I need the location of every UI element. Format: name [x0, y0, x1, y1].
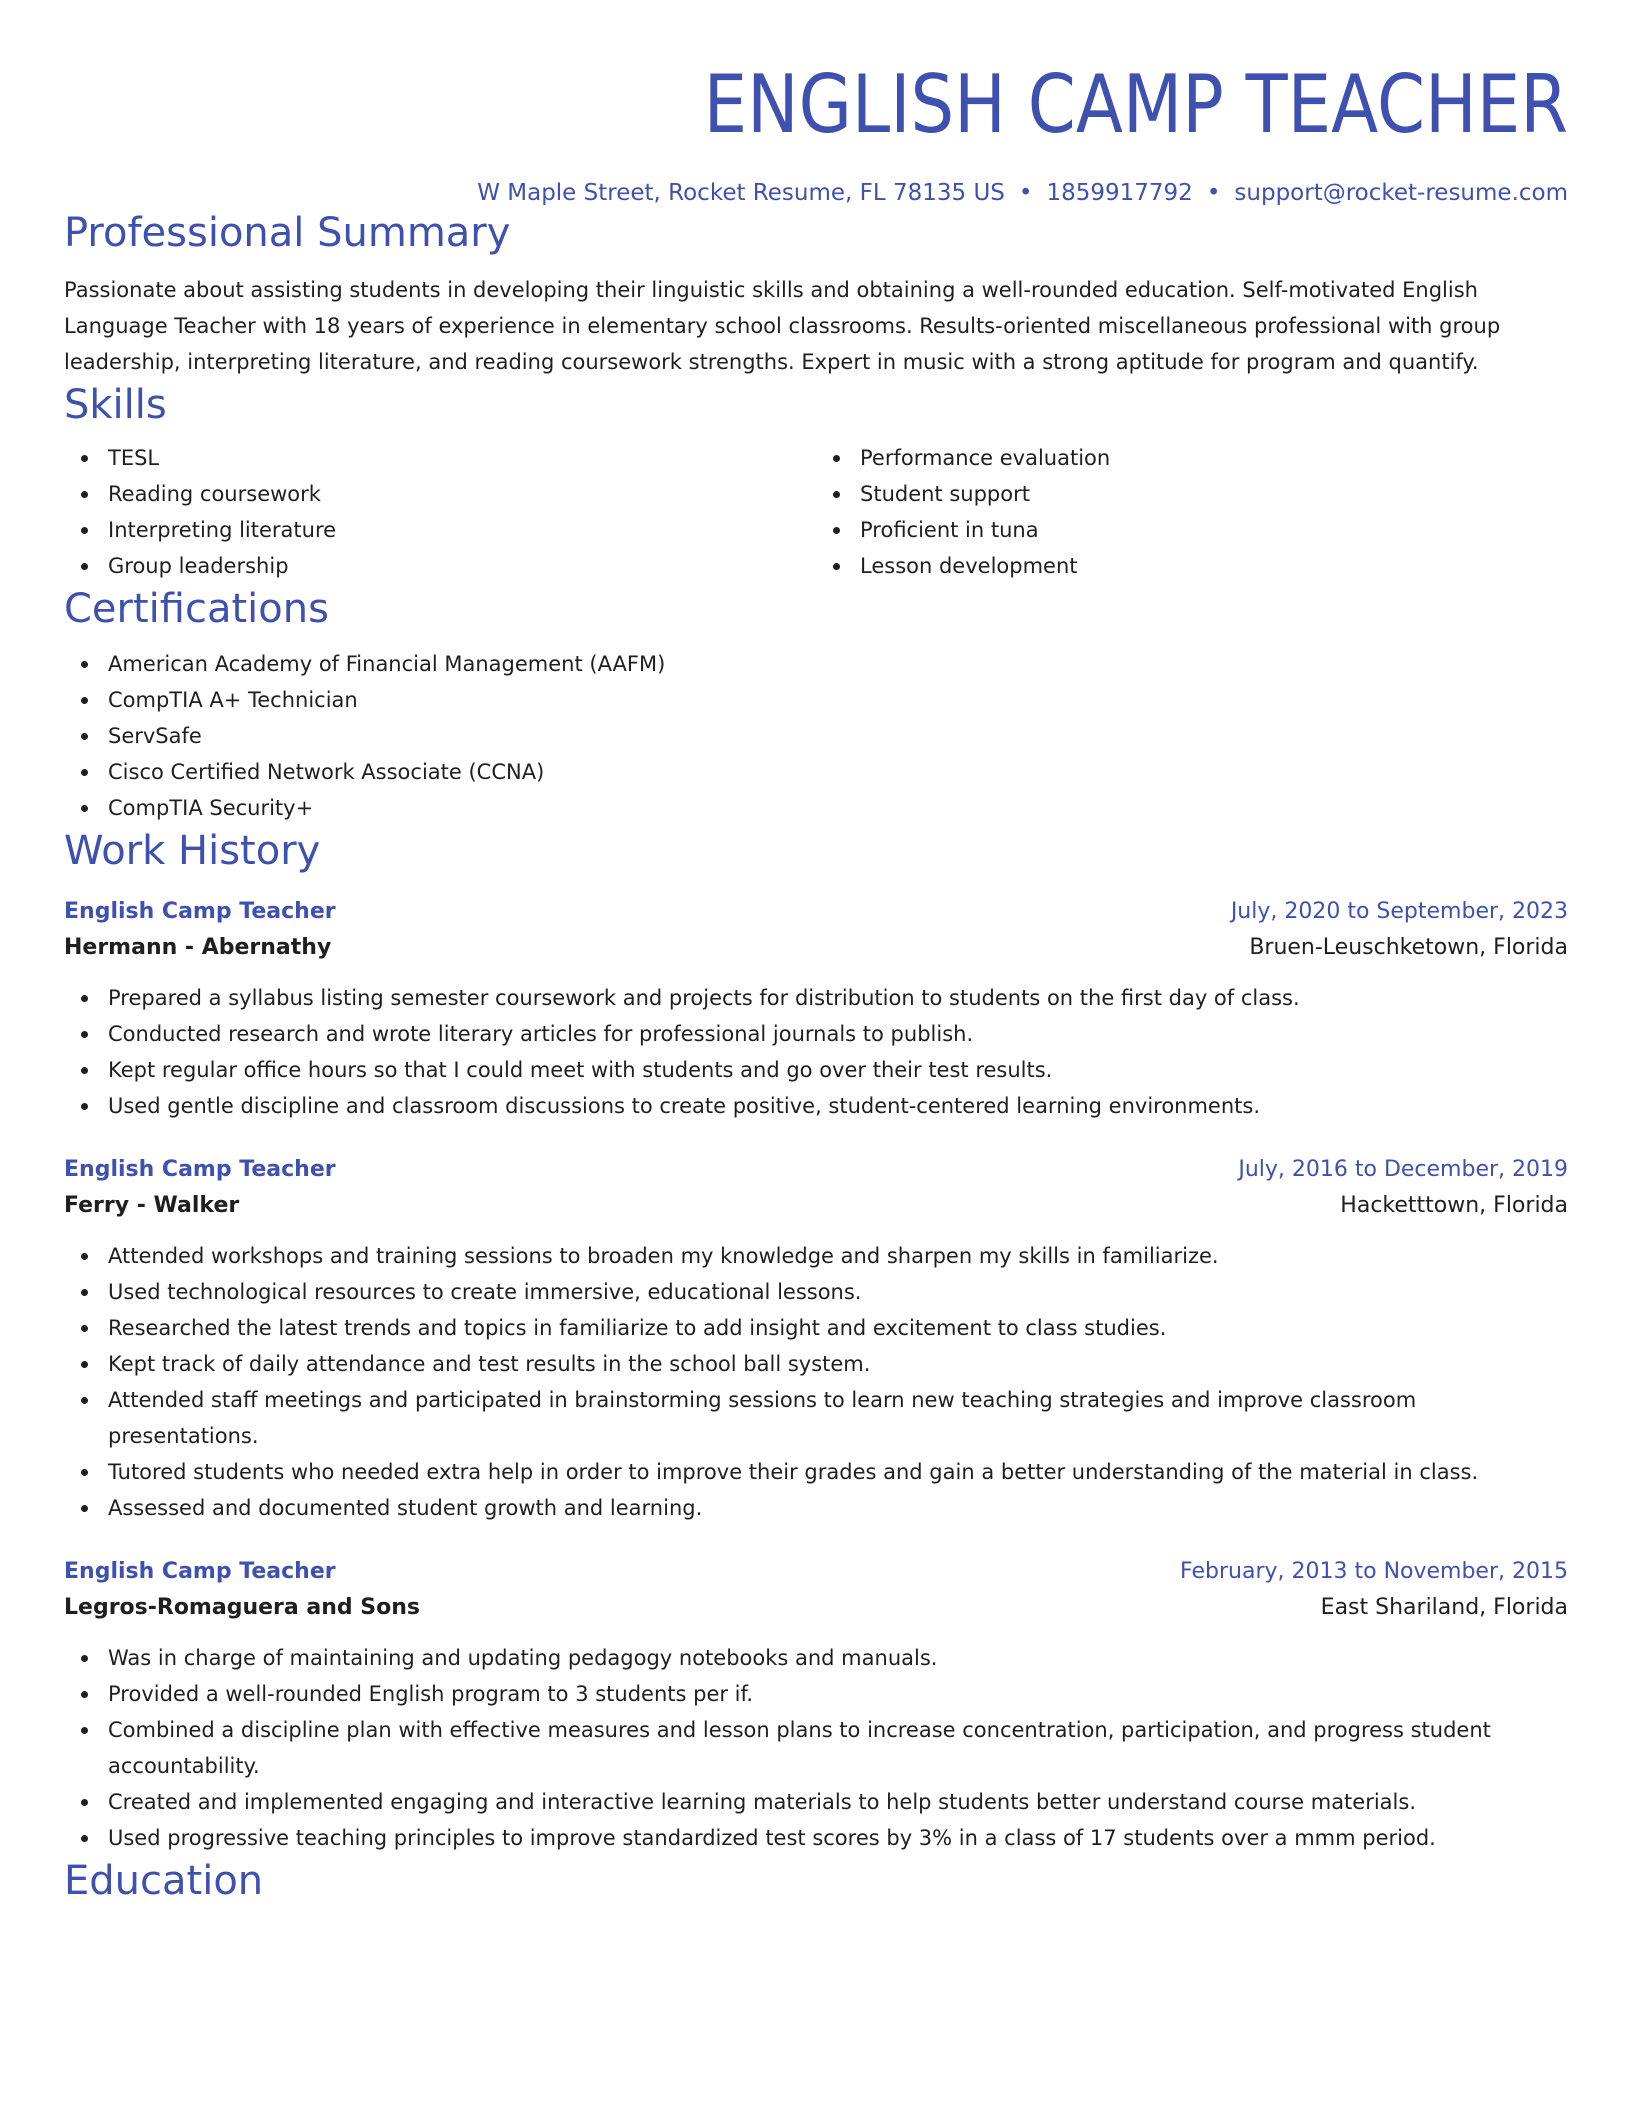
contact-email: support@rocket-resume.com [1234, 180, 1568, 206]
job-bullet: Assessed and documented student growth and learning. [108, 1490, 1568, 1526]
job-company: Legros-Romaguera and Sons [64, 1595, 421, 1620]
skills-list [64, 440, 1568, 584]
job-bullet: Combined a discipline plan with effective measures and lesson plans to increase concentration, participation, and progress student accountability. [108, 1712, 1568, 1784]
certifications-heading: Certifications [64, 586, 329, 632]
job-bullet: Used technological resources to create immersive, educational lessons. [108, 1274, 1568, 1310]
certification-item: CompTIA A+ Technician [108, 682, 1568, 718]
certification-item: ServSafe [108, 718, 1568, 754]
job-location: Hacketttown, Florida [1340, 1193, 1568, 1218]
contact-phone: 1859917792 [1046, 180, 1193, 206]
certification-item: American Academy of Financial Management (AAFM) [108, 646, 1568, 682]
job-bullet: Attended workshops and training sessions to broaden my knowledge and sharpen my skills in familiarize. [108, 1238, 1568, 1274]
job-entry [64, 896, 1568, 1124]
skill-item: Proficient in tuna [860, 512, 1568, 548]
contact-address: W Maple Street, Rocket Resume, FL 78135 US [477, 180, 1005, 206]
certifications-list [64, 646, 1568, 826]
job-bullet: Used progressive teaching principles to improve standardized test scores by 3% in a class of 17 students over a mmm period. [108, 1820, 1568, 1856]
job-company: Hermann - Abernathy [64, 935, 332, 960]
skills-column-right [816, 440, 1568, 584]
job-bullets [64, 1238, 1568, 1526]
job-entry [64, 1556, 1568, 1856]
job-location: East Shariland, Florida [1320, 1595, 1568, 1620]
contact-line [64, 178, 1568, 208]
job-bullet: Kept regular office hours so that I could meet with students and go over their test results. [108, 1052, 1568, 1088]
job-bullet: Tutored students who needed extra help in order to improve their grades and gain a better understanding of the material in class. [108, 1454, 1568, 1490]
skill-item: Lesson development [860, 548, 1568, 584]
skill-item: Performance evaluation [860, 440, 1568, 476]
work-history-heading: Work History [64, 828, 321, 874]
job-location: Bruen-Leuschketown, Florida [1249, 935, 1568, 960]
job-title: English Camp Teacher [64, 1559, 336, 1584]
education-heading: Education [64, 1858, 264, 1904]
resume-name: ENGLISH CAMP TEACHER [703, 58, 1568, 151]
skill-item: Student support [860, 476, 1568, 512]
summary-text: Passionate about assisting students in developing their linguistic skills and obtaining a well-rounded education. Self-motivated English Language Teacher with 18 years of experience in elementary school classrooms. Results-oriented miscellaneous professional with group leadership, interpreting literature, and reading coursework strengths. Expert in music with a strong aptitude for program and quantify. [64, 278, 1501, 374]
job-title: English Camp Teacher [64, 899, 336, 924]
skill-item: Reading coursework [108, 476, 816, 512]
job-bullets [64, 980, 1568, 1124]
certification-item: CompTIA Security+ [108, 790, 1568, 826]
job-bullet: Provided a well-rounded English program to 3 students per if. [108, 1676, 1568, 1712]
job-company: Ferry - Walker [64, 1193, 240, 1218]
job-bullet: Attended staff meetings and participated in brainstorming sessions to learn new teaching strategies and improve classroom presentations. [108, 1382, 1568, 1454]
job-dates: February, 2013 to November, 2015 [1180, 1559, 1568, 1584]
contact-separator: • [1018, 180, 1033, 206]
job-bullet: Was in charge of maintaining and updating pedagogy notebooks and manuals. [108, 1640, 1568, 1676]
job-bullet: Created and implemented engaging and interactive learning materials to help students better understand course materials. [108, 1784, 1568, 1820]
job-bullet: Prepared a syllabus listing semester coursework and projects for distribution to students on the first day of class. [108, 980, 1568, 1016]
job-entry [64, 1154, 1568, 1526]
skills-column-left [64, 440, 816, 584]
job-title: English Camp Teacher [64, 1157, 336, 1182]
job-dates: July, 2020 to September, 2023 [1230, 899, 1568, 924]
certification-item: Cisco Certified Network Associate (CCNA) [108, 754, 1568, 790]
summary-heading: Professional Summary [64, 210, 511, 256]
skill-item: Interpreting literature [108, 512, 816, 548]
resume-page [64, 0, 1568, 1906]
skills-heading: Skills [64, 382, 167, 428]
job-bullet: Researched the latest trends and topics in familiarize to add insight and excitement to class studies. [108, 1310, 1568, 1346]
job-bullet: Conducted research and wrote literary articles for professional journals to publish. [108, 1016, 1568, 1052]
job-bullets [64, 1640, 1568, 1856]
job-dates: July, 2016 to December, 2019 [1238, 1157, 1568, 1182]
job-bullet: Used gentle discipline and classroom discussions to create positive, student-centered learning environments. [108, 1088, 1568, 1124]
skill-item: Group leadership [108, 548, 816, 584]
job-bullet: Kept track of daily attendance and test results in the school ball system. [108, 1346, 1568, 1382]
contact-separator: • [1206, 180, 1221, 206]
skill-item: TESL [108, 440, 816, 476]
